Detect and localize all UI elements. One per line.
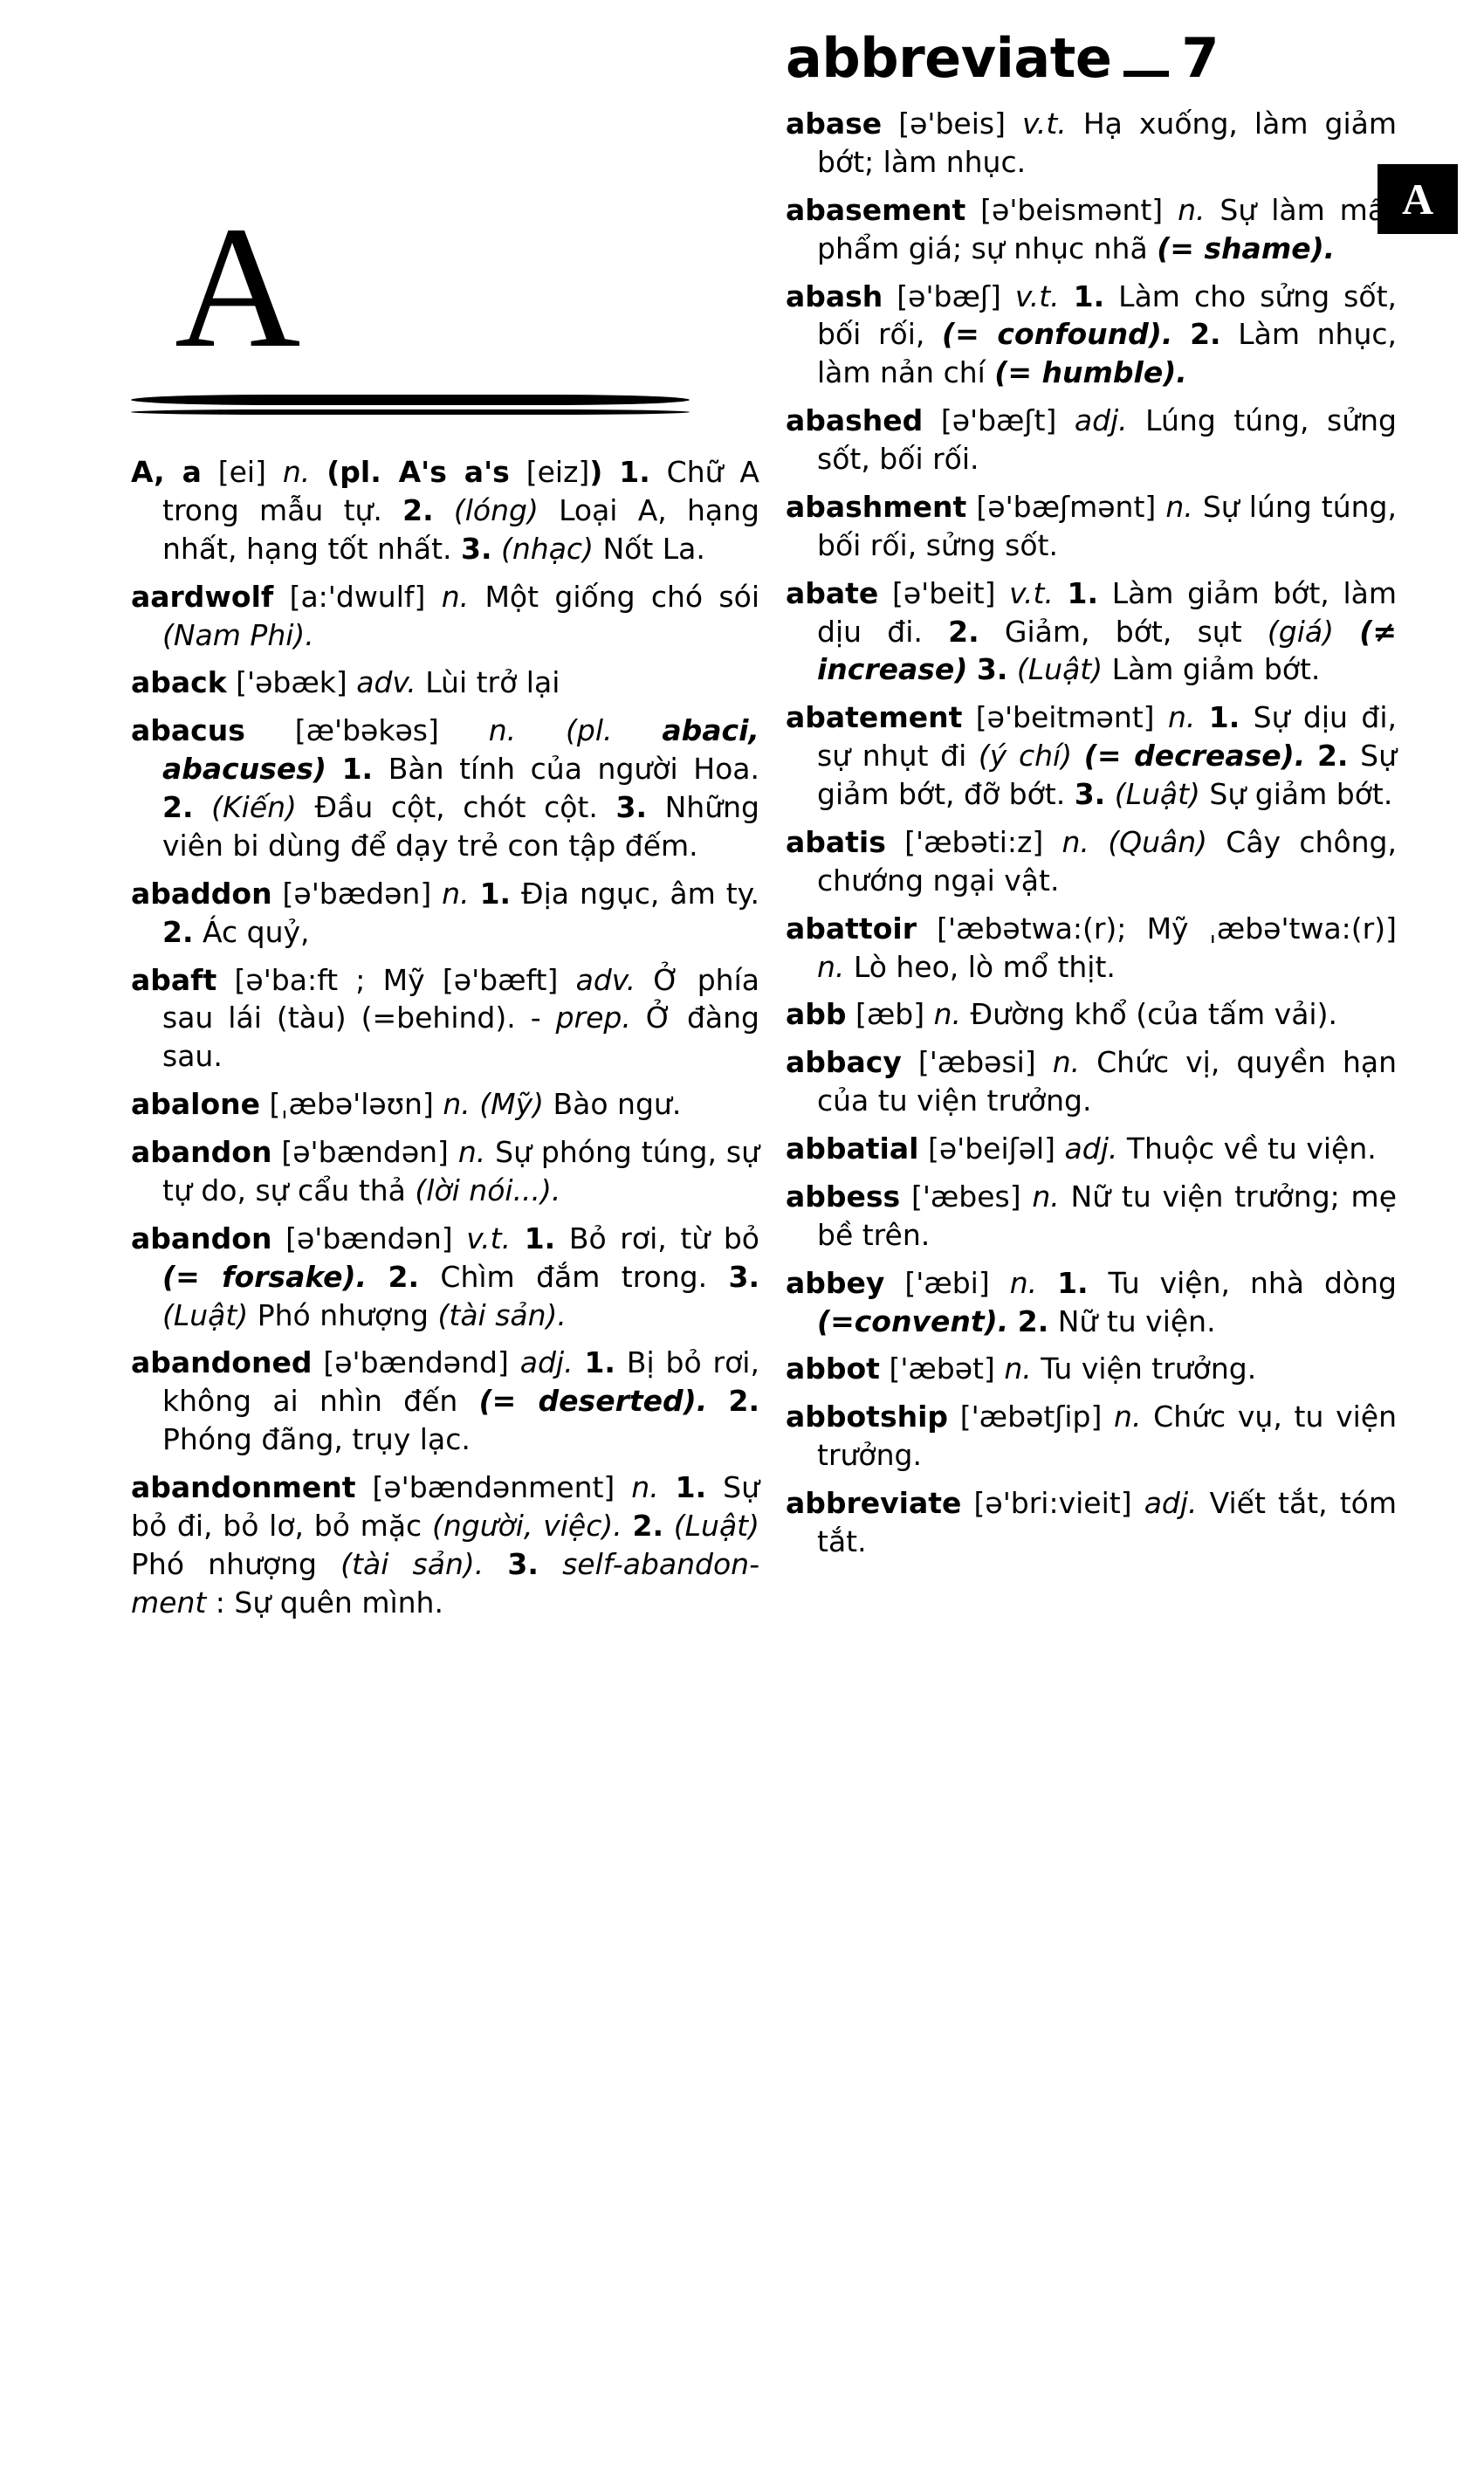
entry-part-of-speech: v.t.	[1005, 107, 1067, 141]
entry-headword: abacus	[131, 713, 245, 748]
entry-part-of-speech: v.t.	[452, 1221, 512, 1255]
entry-headword: abbey	[786, 1265, 885, 1300]
entry-pronunciation: ['æbi]	[884, 1265, 990, 1300]
entry-part-of-speech: n.	[1163, 192, 1206, 227]
entry-definition: Tu viện trưởng.	[1031, 1351, 1257, 1386]
entry-headword: abb	[786, 997, 847, 1032]
entry-pronunciation: ['æbes]	[900, 1179, 1021, 1214]
column-left	[131, 175, 759, 1632]
entry-pronunciation: [a:'dwulf]	[273, 579, 426, 614]
dictionary-entry	[131, 1468, 759, 1622]
entry-headword: abashment	[786, 489, 967, 524]
entry-pronunciation: ['æbət]	[879, 1351, 995, 1386]
entry-headword: abandon	[131, 1135, 272, 1169]
running-header	[786, 26, 1449, 90]
entry-part-of-speech: adj.	[1056, 403, 1128, 438]
entry-part-of-speech: adv.	[558, 962, 636, 997]
entry-definition: 1. Sự dịu đi, sự nhụt đi (ý chí) (= decrease). 2. Sự giảm bớt, đỡ bớt. 3. (Luật) Sự giảm bớt.	[817, 700, 1397, 811]
entry-pronunciation: [ə'bædən]	[271, 876, 432, 911]
entry-headword: abasement	[786, 192, 966, 227]
entry-definition: Lúng túng, sửng sốt, bối rối.	[817, 403, 1397, 476]
entry-pronunciation: ['æbəti:z]	[885, 824, 1044, 859]
dictionary-entry	[786, 1484, 1397, 1561]
section-letter: A	[175, 191, 301, 384]
entry-headword: abbatial	[786, 1131, 919, 1166]
entry-part-of-speech: n.	[448, 1135, 486, 1169]
entry-headword: abbotship	[786, 1400, 949, 1434]
entry-pronunciation: [æ'bəkəs]	[244, 713, 439, 748]
dictionary-entry	[786, 1043, 1397, 1120]
entry-definition: (Mỹ) Bào ngư.	[479, 1087, 682, 1122]
dictionary-entry	[786, 191, 1397, 268]
dictionary-entry	[131, 664, 759, 702]
entry-definition: 1. Làm giảm bớt, làm dịu đi. 2. Giảm, bớt, sụt (giá) (≠ increase) 3. (Luật) Làm giảm bớt.	[817, 575, 1397, 687]
dictionary-entry	[786, 488, 1397, 565]
entry-pronunciation: [ə'beiʃəl]	[918, 1131, 1056, 1166]
dictionary-entry	[786, 574, 1397, 690]
dictionary-entry	[786, 278, 1397, 393]
entry-part-of-speech: n.	[924, 997, 962, 1032]
entry-pronunciation: [ə'bri:vieit]	[961, 1486, 1132, 1520]
dictionary-entry	[131, 1220, 759, 1335]
entry-definition: Thuộc về tu viện.	[1117, 1131, 1377, 1166]
entry-part-of-speech: n.	[1043, 824, 1089, 859]
entry-headword: abandoned	[131, 1345, 313, 1380]
entry-headword: abashed	[786, 403, 924, 438]
entry-pronunciation: [ə'ba:ft ; Mỹ [ə'bæft]	[216, 962, 559, 997]
entry-definition: 1. Bị bỏ rơi, không ai nhìn đến (= deserted). 2. Phóng đãng, trụy lạc.	[162, 1345, 760, 1457]
entry-part-of-speech: n.	[431, 876, 470, 911]
entry-part-of-speech: adj.	[1131, 1486, 1198, 1520]
entry-pronunciation: ['æbətwa:(r); Mỹ ˌæbə'twa:(r)]	[916, 911, 1397, 946]
dictionary-entry	[786, 1264, 1397, 1341]
entry-definition: Lò heo, lò mổ thịt.	[844, 949, 1116, 984]
thumb-index-tab: A	[1378, 164, 1458, 234]
entry-definition: Chức vị, quyền hạn của tu viện trưởng.	[817, 1045, 1398, 1118]
entry-headword: abbess	[786, 1179, 901, 1214]
entry-headword: aardwolf	[131, 579, 274, 614]
entry-pronunciation: [ə'bændən]	[271, 1135, 449, 1169]
entry-definition: Viết tắt, tóm tắt.	[817, 1486, 1397, 1558]
dictionary-entry	[786, 402, 1397, 478]
dictionary-entry	[786, 995, 1397, 1034]
entry-headword: A, a	[131, 455, 202, 489]
entry-definition: Hạ xuống, làm giảm bớt; làm nhục.	[817, 107, 1397, 179]
entry-part-of-speech: n.	[817, 949, 845, 984]
dictionary-entry	[786, 105, 1397, 182]
entry-pronunciation: [ə'bæʃmənt]	[966, 489, 1157, 524]
entry-definition: Sự lúng túng, bối rối, sửng sốt.	[817, 489, 1397, 562]
dictionary-entry	[786, 1130, 1397, 1168]
dictionary-entry	[131, 875, 759, 952]
entry-headword: abatement	[786, 700, 963, 735]
entry-list-right	[786, 105, 1397, 1561]
entry-part-of-speech: n.	[425, 579, 470, 614]
entry-headword: abash	[786, 279, 883, 313]
entry-headword: abandonment	[131, 1470, 356, 1504]
entry-part-of-speech: n.	[438, 713, 517, 748]
entry-definition: Lùi trở lại	[416, 665, 560, 700]
entry-headword: abate	[786, 575, 879, 610]
entry-definition: Chức vụ, tu viện trưởng.	[817, 1400, 1397, 1473]
entry-pronunciation: [ə'bæʃ]	[883, 279, 1001, 313]
entry-part-of-speech: n.	[1102, 1400, 1142, 1434]
entry-headword: abalone	[131, 1087, 261, 1122]
entry-definition: 1. Địa ngục, âm ty. 2. Ác quỷ,	[162, 876, 759, 949]
entry-definition: 1. Sự bỏ đi, bỏ lơ, bỏ mặc (người, việc). 2. (Luật) Phó nhượng (tài sản). 3. self-abandon-ment : Sự quên mình.	[131, 1470, 759, 1620]
entry-part-of-speech: n.	[615, 1470, 659, 1504]
entry-headword: abbot	[786, 1351, 880, 1386]
dictionary-entry	[786, 910, 1397, 987]
entry-part-of-speech: adv.	[347, 665, 416, 700]
dictionary-entry	[131, 578, 759, 655]
entry-definition: Sự phóng túng, sự tự do, sự cẩu thả (lời nói...).	[162, 1135, 759, 1207]
entry-headword: abaft	[131, 962, 217, 997]
entry-headword: abattoir	[786, 911, 917, 946]
entry-headword: abbacy	[786, 1045, 902, 1080]
entry-part-of-speech: n.	[1020, 1179, 1060, 1214]
entry-headword: abbreviate	[786, 1486, 962, 1520]
entry-definition: (pl. abaci, abacuses) 1. Bàn tính của người Hoa. 2. (Kiến) Đầu cột, chót cột. 3. Những viên bi dùng để dạy trẻ con tập đếm.	[162, 713, 760, 863]
entry-definition: Đường khổ (của tấm vải).	[961, 997, 1337, 1032]
page-number: 7	[1181, 26, 1219, 90]
dictionary-entry	[786, 1178, 1397, 1255]
entry-pronunciation: [ˌæbə'ləʊn]	[260, 1087, 434, 1122]
entry-list-left	[131, 453, 759, 1622]
entry-headword: abaddon	[131, 876, 272, 911]
header-headword: abbreviate	[786, 26, 1112, 90]
entry-definition: Một giống chó sói (Nam Phi).	[162, 579, 759, 652]
entry-pronunciation: [ə'beismənt]	[965, 192, 1164, 227]
entry-part-of-speech: n.	[433, 1087, 471, 1122]
entry-pronunciation: [ei]	[201, 455, 266, 489]
entry-pronunciation: [æb]	[846, 997, 925, 1032]
entry-definition: 1. Làm cho sửng sốt, bối rối, (= confound). 2. Làm nhục, làm nản chí (= humble).	[817, 279, 1397, 390]
entry-headword: abase	[786, 107, 883, 141]
entry-part-of-speech: n.	[1035, 1045, 1081, 1080]
entry-part-of-speech: n.	[1154, 700, 1196, 735]
dictionary-entry	[131, 1344, 759, 1459]
entry-headword: abatis	[786, 824, 886, 859]
entry-part-of-speech: n.	[265, 455, 311, 489]
entry-pronunciation: [ə'beit]	[878, 575, 996, 610]
dictionary-entry	[131, 961, 759, 1076]
entry-pronunciation: ['æbətʃip]	[948, 1400, 1103, 1434]
entry-pronunciation: ['əbæk]	[226, 665, 347, 700]
entry-pronunciation: [ə'beitmənt]	[962, 700, 1155, 735]
entry-part-of-speech: v.t.	[995, 575, 1054, 610]
entry-definition: 1. Tu viện, nhà dòng (=convent). 2. Nữ tu viện.	[817, 1265, 1397, 1338]
entry-definition: Sự làm mất phẩm giá; sự nhục nhã (= shame).	[817, 192, 1397, 265]
dictionary-entry	[786, 698, 1397, 814]
section-divider	[131, 395, 690, 415]
dictionary-entry	[786, 823, 1397, 900]
entry-definition: Ở phía sau lái (tàu) (=behind). - prep. Ở đàng sau.	[162, 962, 759, 1074]
entry-definition: (Quân) Cây chông, chướng ngại vật.	[817, 824, 1397, 898]
entry-part-of-speech: n.	[994, 1351, 1032, 1386]
dictionary-entry	[131, 453, 759, 568]
entry-pronunciation: [ə'bændənd]	[312, 1345, 509, 1380]
dictionary-entry	[131, 712, 759, 865]
dictionary-entry	[131, 1085, 759, 1124]
entry-part-of-speech: v.t.	[1000, 279, 1060, 313]
entry-definition: 1. Bỏ rơi, từ bỏ (= forsake). 2. Chìm đắm trong. 3. (Luật) Phó nhượng (tài sản).	[162, 1221, 759, 1332]
entry-part-of-speech: n.	[1156, 489, 1193, 524]
entry-pronunciation: [ə'bændənment]	[355, 1470, 615, 1504]
entry-definition: Nữ tu viện trưởng; mẹ bề trên.	[817, 1179, 1397, 1252]
entry-pronunciation: [ə'bændən]	[271, 1221, 453, 1255]
entry-definition: (pl. A's a's [eiz]) 1. Chữ A trong mẫu tự. 2. (lóng) Loại A, hạng nhất, hạng tốt nhất. 3. (nhạc) Nốt La.	[162, 455, 759, 566]
entry-part-of-speech: n.	[989, 1265, 1038, 1300]
entry-headword: aback	[131, 665, 227, 700]
column-right	[786, 105, 1397, 1571]
dictionary-entry	[786, 1398, 1397, 1475]
entry-part-of-speech: adj.	[1055, 1131, 1118, 1166]
entry-part-of-speech: adj.	[508, 1345, 574, 1380]
dictionary-entry	[131, 1133, 759, 1210]
entry-headword: abandon	[131, 1221, 272, 1255]
entry-pronunciation: [ə'bæʃt]	[923, 403, 1057, 438]
header-rule	[1123, 71, 1169, 77]
entry-pronunciation: [ə'beis]	[882, 107, 1006, 141]
entry-pronunciation: ['æbəsi]	[901, 1045, 1036, 1080]
dictionary-entry	[786, 1350, 1397, 1388]
